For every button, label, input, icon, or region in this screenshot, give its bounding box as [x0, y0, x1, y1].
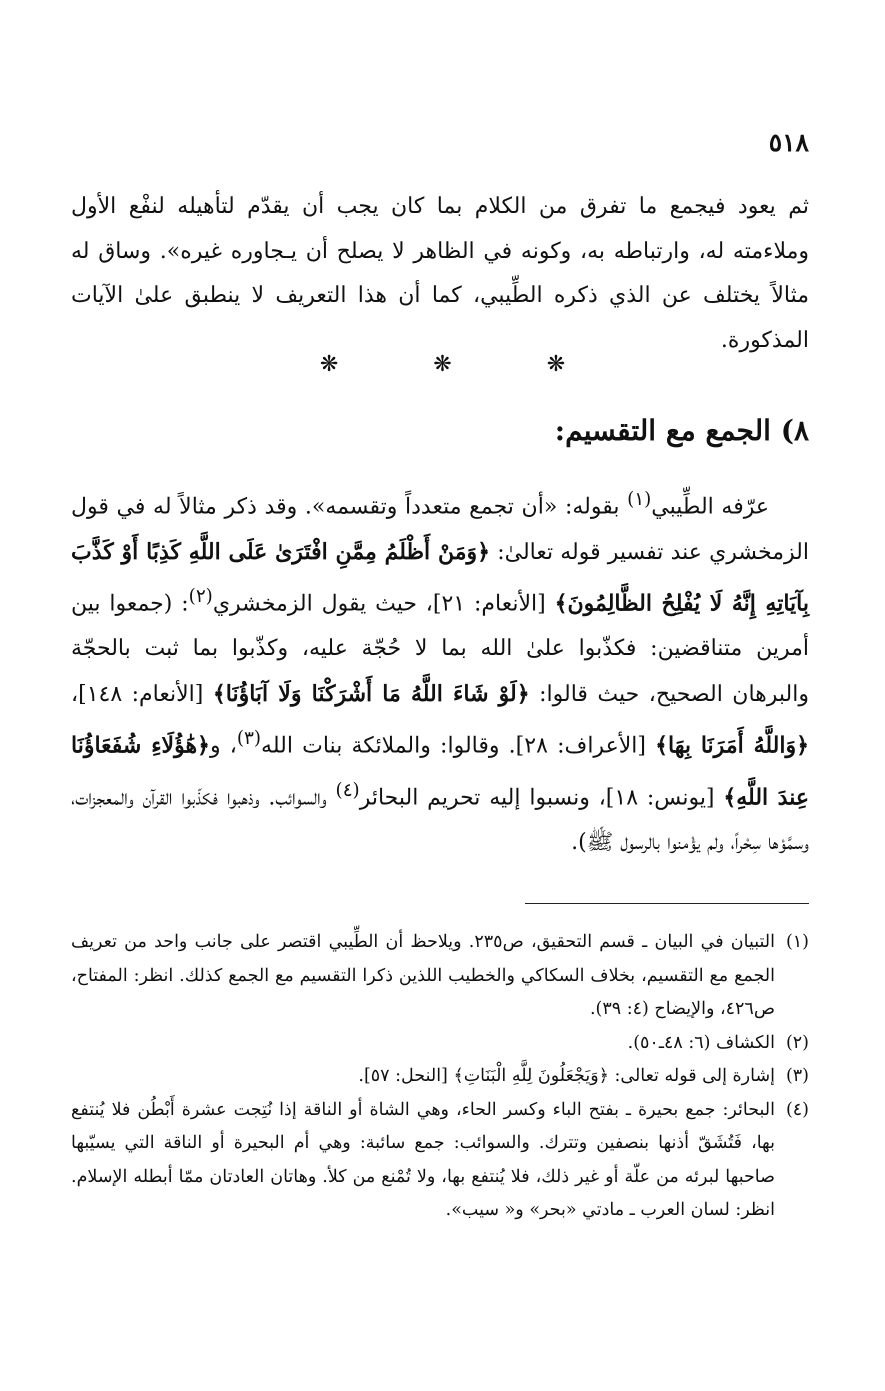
- footnote-text: البحائر: جمع بحيرة ـ بفتح الباء وكسر الحاء، وهي الشاة أو الناقة إذا نُتِجت عشرة أَبْطُن فلا يُنتفع بها، فَتُشَقّ أذنها بنصفين وتترك. والسوائب: جمع سائبة: وهي أم البحيرة أو الناقة التي يسيّبها صاحبها لبرئه من علّة أو غير ذلك، فلا يُنتفع بها، ولا تُمْنع من كلأ. وهاتان العادتان ممّا أبطله الإسلام. انظر: لسان العرب ـ مادتي «بحر» و« سيب».: [71, 1099, 775, 1220]
- quran-verse: ﴿هَٰؤُلَاءِ شُفَعَاؤُنَا عِندَ اللَّهِ﴾: [71, 732, 809, 811]
- text-segment: [الأنعام: ٢١]، حيث يقول الزمخشري: [212, 591, 555, 617]
- footnotes: [71, 926, 809, 1228]
- text-segment: بقوله: «أن تجمع متعدداً وتقسمه». وقد ذكر مثالاً له في قول الزمخشري عند تفسير قوله تعالىٰ:: [71, 494, 809, 565]
- section-separator: ❋ ❋ ❋: [319, 352, 610, 377]
- footnote-text: إشارة إلى قوله تعالى: ﴿وَيَجْعَلُونَ لِلَّهِ الْبَنَاتِ﴾ [النحل: ٥٧].: [358, 1066, 775, 1086]
- footnote-text: الكشاف (٦: ٤٨ـ٥٠).: [627, 1032, 775, 1053]
- footnote-1: [71, 926, 809, 1027]
- section-heading: ٨) الجمع مع التقسيم:: [554, 414, 809, 447]
- footnote-divider: [525, 903, 809, 904]
- footnote-3: [71, 1060, 809, 1094]
- text-segment: [يونس: ١٨]، ونسبوا إليه تحريم البحائر: [359, 785, 724, 811]
- quran-verse: ﴿لَوْ شَاءَ اللَّهُ مَا أَشْرَكْنَا وَلَا آبَاؤُنَا﴾: [212, 680, 530, 707]
- text-segment: [الأعراف: ٢٨]. وقالوا: والملائكة بنات الله: [261, 733, 656, 759]
- text-segment: : (جمعوا بين أمرين متناقضين: فكذّبوا علىٰ الله بما لا حُجّة عليه، وكذّبوا بما ثبت بالحجّة والبرهان الصحيح، حيث قالوا:: [71, 591, 809, 707]
- footnote-number: (١): [785, 932, 809, 952]
- text-segment: ، و: [209, 733, 237, 759]
- paragraph-definition: [71, 478, 809, 865]
- text-segment: والسوائب. وذهبوا فكذّبوا القرآن والمعجزات، وسمَّوْها سِحْراً، ولم يؤْمنوا بالرسول ﷺ).: [71, 785, 809, 855]
- footnote-ref-4: (٤): [335, 779, 360, 801]
- quran-verse: ﴿وَاللَّهُ أَمَرَنَا بِهَا﴾: [655, 732, 809, 759]
- footnote-ref-2: (٢): [188, 586, 213, 608]
- text-segment: عرّفه الطِّيبي: [651, 494, 770, 520]
- footnote-number: (٣): [785, 1066, 809, 1086]
- footnote-text: التبيان في البيان ـ قسم التحقيق، ص٢٣٥. ويلاحظ أن الطِّيبي اقتصر على جانب واحد من تعريف الجمع مع التقسيم، بخلاف السكاكي والخطيب اللذين ذكرا التقسيم مع الجمع كذلك. انظر: المفتاح، ص٤٢٦، والإيضاح (٤: ٣٩).: [71, 932, 775, 1019]
- footnote-ref-3: (٣): [236, 728, 262, 750]
- footnote-ref-1: (١): [627, 489, 652, 510]
- page-number: ٥١٨: [768, 128, 809, 157]
- footnote-number: (٢): [785, 1032, 809, 1053]
- footnote-4: [71, 1094, 809, 1228]
- footnote-2: [71, 1027, 809, 1061]
- footnote-number: (٤): [785, 1099, 809, 1120]
- paragraph-intro: ثم يعود فيجمع ما تفرق من الكلام بما كان يجب أن يقدّم لتأهيله لنفْع الأول وملاءمته له، وارتباطه به، وكونه في الظاهر لا يصلح أن يـجاوره غيره». وساق له مثالاً يختلف عن الذي ذكره الطِّيبي، كما أن هذا التعريف لا ينطبق علىٰ الآيات المذكورة.: [71, 194, 809, 353]
- text-segment: [الأنعام: ١٤٨]،: [71, 681, 213, 707]
- quran-verse: ﴿وَمَنْ أَظْلَمُ مِمَّنِ افْتَرَىٰ عَلَى اللَّهِ كَذِبًا أَوْ كَذَّبَ بِآيَاتِهِ إِنَّهُ لَا يُفْلِحُ الظَّالِمُونَ﴾: [71, 538, 809, 617]
